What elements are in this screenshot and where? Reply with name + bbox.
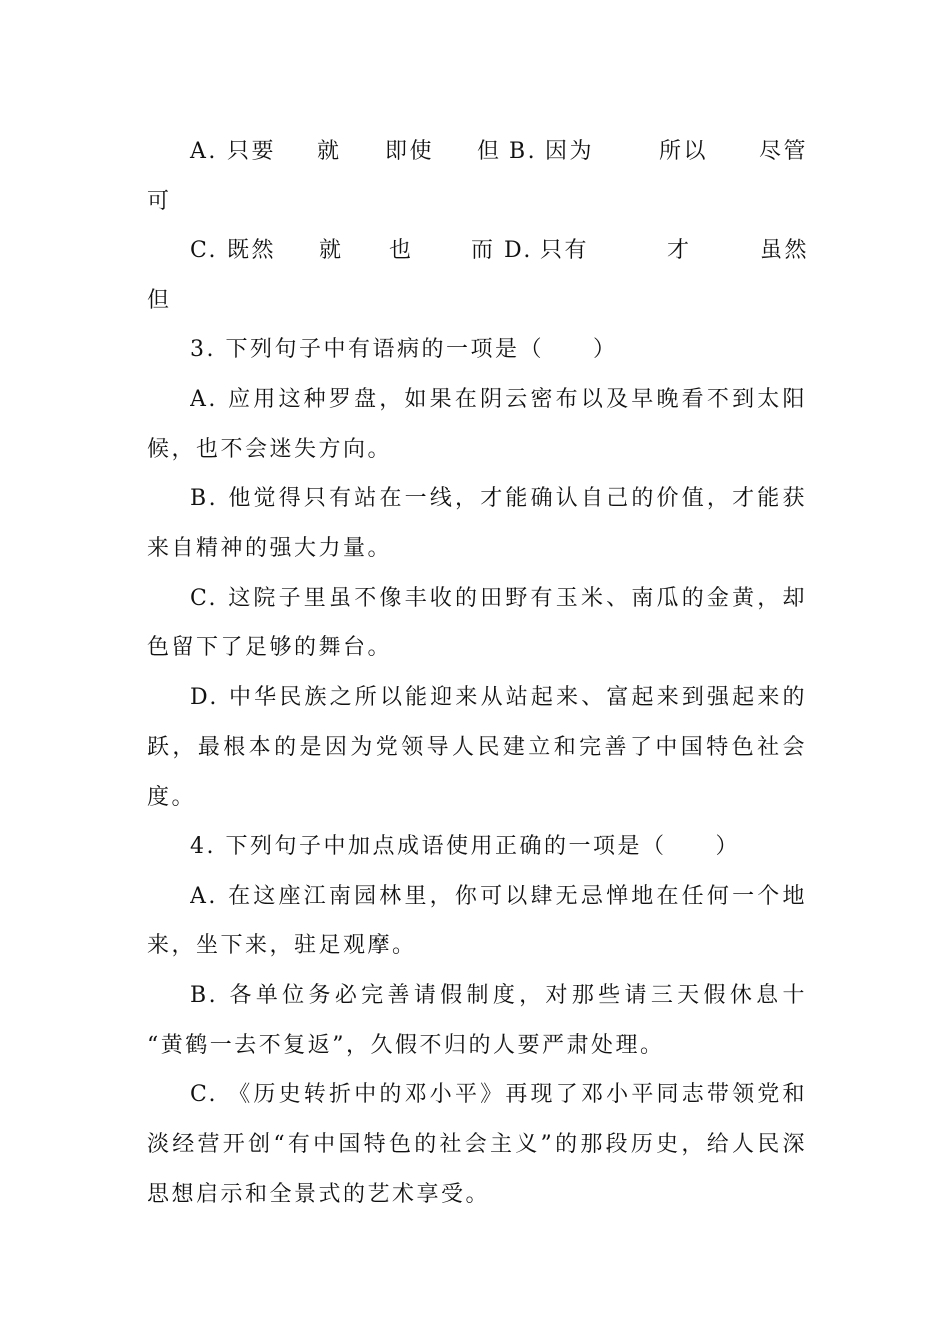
q3-option-b-line2: 来自精神的强大力量。 [147, 536, 393, 561]
q4-option-a-line2: 来，坐下来，驻足观摩。 [147, 933, 417, 958]
q3-option-d-line2: 跃，最根本的是因为党领导人民建立和完善了中国特色社会 [147, 735, 807, 760]
q2-option-d-label: D. [504, 238, 533, 263]
q2-option-a-word2: 就 [317, 139, 342, 164]
q2-option-c-label: C. [190, 238, 219, 263]
q4-option-b-line1: B. 各单位务必完善请假制度，对那些请三天假休息十 [190, 983, 807, 1008]
q2-option-d-continuation [147, 283, 807, 319]
q4-option-b-line2: “黄鹤一去不复返”，久假不归的人要严肃处理。 [147, 1033, 665, 1058]
q2-option-b-continuation [147, 184, 807, 220]
q2-option-d-word4: 但 [147, 288, 172, 313]
q4-stem: 4. 下列句子中加点成语使用正确的一项是（ ） [190, 834, 740, 859]
q4-option-c-line3: 思想启示和全景式的艺术享受。 [147, 1182, 491, 1207]
q2-option-a-word3: 即使 [385, 139, 435, 164]
q3-option-a-line2: 候，也不会迷失方向。 [147, 437, 393, 462]
q2-option-c-word2: 就 [319, 238, 344, 263]
q3-option-d-line3: 度。 [147, 785, 197, 810]
q2-option-d-word1: 只有 [540, 238, 590, 263]
q3-option-b-line1: B. 他觉得只有站在一线，才能确认自己的价值，才能获 [190, 486, 807, 511]
q2-option-a-word4: 但 [477, 139, 502, 164]
q4-option-a-line1: A. 在这座江南园林里，你可以肆无忌惮地在任何一个地 [190, 884, 807, 909]
q3-option-a-line1: A. 应用这种罗盘，如果在阴云密布以及早晚看不到太阳 [190, 387, 807, 412]
q3-stem: 3. 下列句子中有语病的一项是（ ） [190, 337, 618, 362]
q2-option-d-word2: 才 [667, 238, 692, 263]
q3-option-c-line2: 色留下了足够的舞台。 [147, 635, 393, 660]
q2-option-b-word4: 可 [147, 189, 172, 214]
q2-option-b-word1: 因为 [545, 139, 595, 164]
q2-options-row-ab [147, 134, 807, 170]
q2-option-b-word2: 所以 [659, 139, 709, 164]
q2-option-b-label: B. [509, 139, 538, 164]
q2-options-row-cd [147, 233, 810, 269]
q2-option-a-label: A. [190, 139, 218, 164]
q4-option-c-line1: C. 《历史转折中的邓小平》再现了邓小平同志带领党和 [190, 1082, 807, 1107]
q2-option-a-word1: 只要 [227, 139, 277, 164]
q2-option-c-word1: 既然 [227, 238, 277, 263]
q2-option-b-word3: 尽管 [759, 139, 809, 164]
q4-option-c-line2: 淡经营开创“有中国特色的社会主义”的那段历史，给人民深 [147, 1132, 807, 1157]
q3-option-c-line1: C. 这院子里虽不像丰收的田野有玉米、南瓜的金黄，却 [190, 586, 807, 611]
q2-option-c-word4: 而 [471, 238, 496, 263]
q3-option-d-line1: D. 中华民族之所以能迎来从站起来、富起来到强起来的 [190, 685, 807, 710]
q2-option-c-word3: 也 [389, 238, 414, 263]
q2-option-d-word3: 虽然 [760, 238, 810, 263]
